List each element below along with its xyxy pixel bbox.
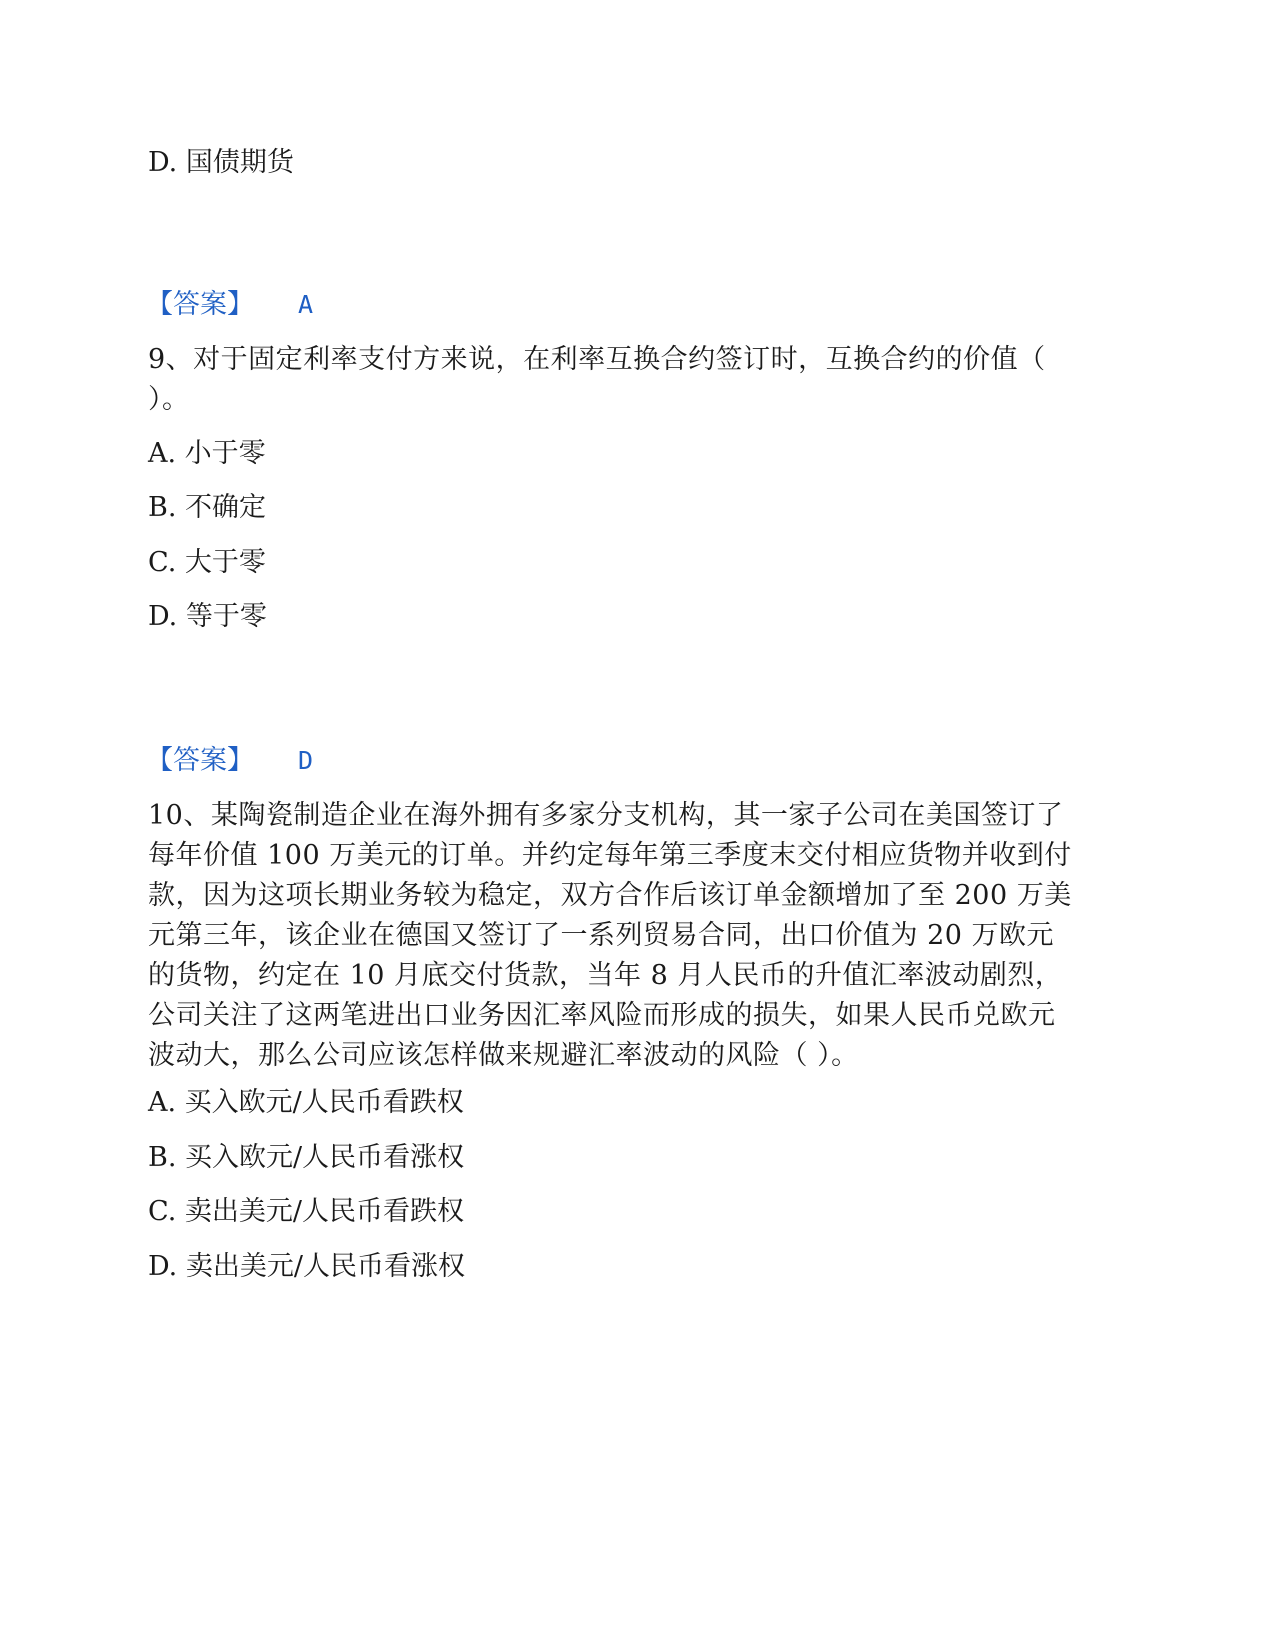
answer-8 bbox=[146, 285, 313, 325]
question-9-option-b: B. 不确定 bbox=[148, 492, 267, 523]
question-10-stem-line: 的货物，约定在 10 月底交付货款，当年 8 月人民币的升值汇率波动剧烈， bbox=[148, 960, 1063, 991]
question-10-option-a: A. 买入欧元/人民币看跌权 bbox=[148, 1087, 464, 1118]
answer-8-value: A bbox=[298, 290, 314, 319]
question-9-option-a: A. 小于零 bbox=[148, 438, 266, 469]
question-9-option-c: C. 大于零 bbox=[148, 547, 266, 578]
question-9-stem bbox=[148, 340, 1118, 420]
question-10-stem-line: 款，因为这项长期业务较为稳定，双方合作后该订单金额增加了至 200 万美 bbox=[148, 880, 1072, 911]
question-10-stem bbox=[148, 796, 1118, 1076]
question-10-stem-line: 公司关注了这两笔进出口业务因汇率风险而形成的损失，如果人民币兑欧元 bbox=[148, 1000, 1056, 1031]
question-10-stem-line: 波动大，那么公司应该怎样做来规避汇率波动的风险（ ）。 bbox=[148, 1040, 859, 1071]
question-10-stem-line: 每年价值 100 万美元的订单。并约定每年第三季度末交付相应货物并收到付 bbox=[148, 840, 1072, 871]
answer-8-label: 【答案】 bbox=[146, 289, 254, 320]
question-10-stem-line: 元第三年，该企业在德国又签订了一系列贸易合同，出口价值为 20 万欧元 bbox=[148, 920, 1055, 951]
question-10-option-c: C. 卖出美元/人民币看跌权 bbox=[148, 1196, 464, 1227]
answer-9-label: 【答案】 bbox=[146, 745, 254, 776]
question-10-option-d: D. 卖出美元/人民币看涨权 bbox=[148, 1251, 465, 1282]
question-10-option-b: B. 买入欧元/人民币看涨权 bbox=[148, 1142, 465, 1173]
answer-9-value: D bbox=[298, 746, 314, 775]
question-9-stem-line: ）。 bbox=[148, 384, 190, 415]
question-9-option-d: D. 等于零 bbox=[148, 601, 267, 632]
question-9-stem-line: 9、对于固定利率支付方来说，在利率互换合约签订时，互换合约的价值（ bbox=[148, 344, 1046, 375]
prev-question-option-d: D. 国债期货 bbox=[148, 147, 294, 178]
answer-9 bbox=[146, 741, 313, 781]
question-10-stem-line: 10、某陶瓷制造企业在海外拥有多家分支机构，其一家子公司在美国签订了 bbox=[148, 800, 1064, 831]
